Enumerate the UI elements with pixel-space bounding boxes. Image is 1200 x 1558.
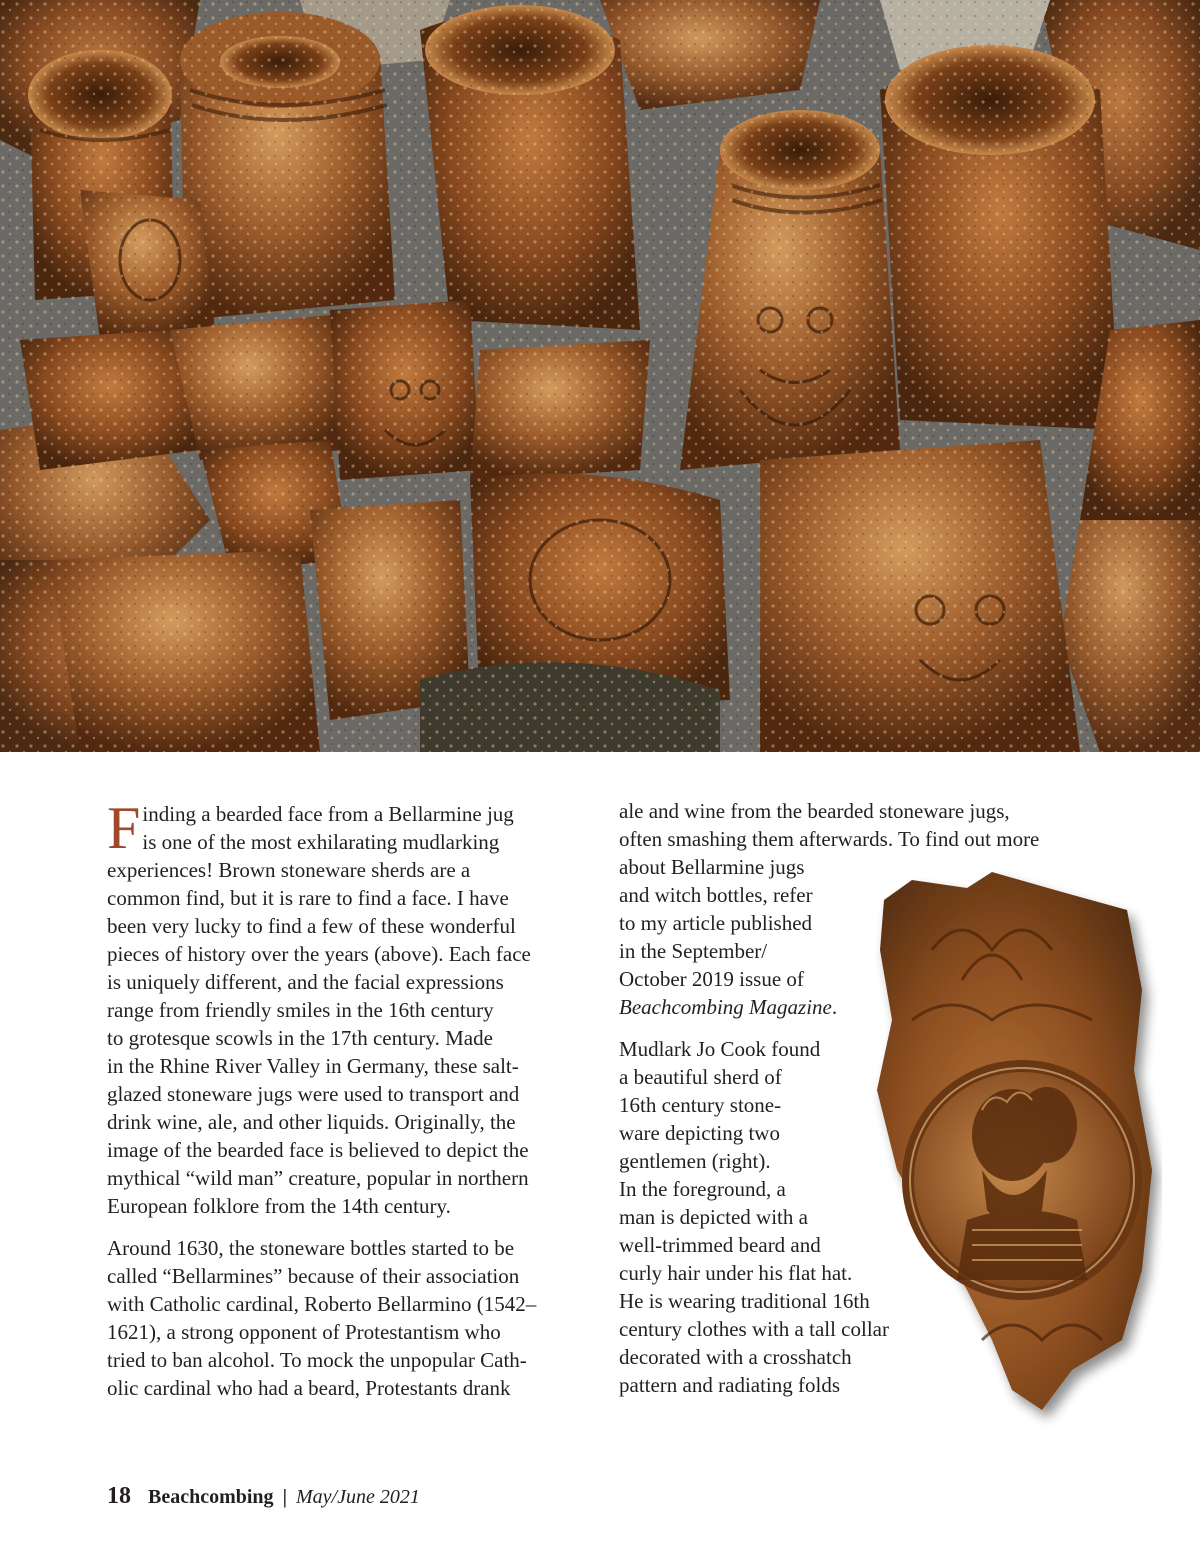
paragraph-intro: [107, 795, 585, 1220]
text-line: and witch bottles, refer: [619, 883, 813, 907]
text-line: a beautiful sherd of: [619, 1065, 782, 1089]
magazine-title: Beachcombing Magazine: [619, 995, 832, 1019]
footer-separator: |: [282, 1486, 287, 1508]
text-line: experiences! Brown stoneware sherds are a: [107, 858, 471, 882]
text-line: drink wine, ale, and other liquids. Originally, the: [107, 1110, 516, 1134]
text-line: to my article published: [619, 911, 813, 935]
text-line: gentlemen (right).: [619, 1149, 771, 1173]
text-line: in the September/: [619, 939, 768, 963]
text-line: European folklore from the 14th century.: [107, 1194, 451, 1218]
page-footer: [107, 1483, 420, 1510]
text-line: man is depicted with a: [619, 1205, 808, 1229]
text-line: pieces of history over the years (above). Each face: [107, 942, 531, 966]
text-line: 16th century stone-: [619, 1093, 782, 1117]
text-line: ware depicting two: [619, 1121, 780, 1145]
text-line: ale and wine from the bearded stoneware jugs,: [619, 799, 1010, 823]
text-line: 1621), a strong opponent of Protestantism who: [107, 1320, 501, 1344]
sherd-photo-two-gentlemen: [872, 870, 1162, 1430]
text-line: Mudlark Jo Cook found: [619, 1037, 821, 1061]
text-line: pattern and radiating folds: [619, 1373, 841, 1397]
sherd-illustration: [872, 870, 1162, 1430]
text-line: called “Bellarmines” because of their association: [107, 1264, 520, 1288]
text-line: He is wearing traditional 16th: [619, 1289, 870, 1313]
article-left-column: [107, 795, 585, 1416]
text-line: curly hair under his flat hat.: [619, 1261, 853, 1285]
text-line: is one of the most exhilarating mudlarking: [142, 830, 500, 854]
drop-cap: F: [107, 795, 141, 861]
text-line: In the foreground, a: [619, 1177, 786, 1201]
text-line: is uniquely different, and the facial expressions: [107, 970, 504, 994]
text-line: often smashing them afterwards. To find out more: [619, 827, 1040, 851]
footer-issue-date: May/June 2021: [295, 1486, 420, 1508]
text-line: tried to ban alcohol. To mock the unpopular Cath-: [107, 1348, 527, 1372]
text-line: common find, but it is rare to find a face. I have: [107, 886, 509, 910]
text-line: century clothes with a tall collar: [619, 1317, 889, 1341]
page-number: 18: [107, 1483, 131, 1509]
text-line: been very lucky to find a few of these wonderful: [107, 914, 516, 938]
text-line: in the Rhine River Valley in Germany, these salt-: [107, 1054, 519, 1078]
text-line: olic cardinal who had a beard, Protestants drank: [107, 1376, 511, 1400]
text-line: glazed stoneware jugs were used to transport and: [107, 1082, 520, 1106]
hero-photo-illustration: [0, 0, 1200, 752]
paragraph-bellarmines: [107, 1234, 585, 1402]
text-line: well-trimmed beard and: [619, 1233, 821, 1257]
text-line: range from friendly smiles in the 16th century: [107, 998, 494, 1022]
text-line: with Catholic cardinal, Roberto Bellarmino (1542–: [107, 1292, 537, 1316]
text-line: about Bellarmine jugs: [619, 855, 805, 879]
text-line: October 2019 issue of: [619, 967, 804, 991]
text-line: inding a bearded face from a Bellarmine jug: [142, 802, 514, 826]
hero-photo-bellarmine-sherds: [0, 0, 1200, 752]
text-line: Around 1630, the stoneware bottles started to be: [107, 1236, 515, 1260]
text-line: decorated with a crosshatch: [619, 1345, 852, 1369]
footer-magazine-name: Beachcombing: [148, 1486, 274, 1508]
text-line: to grotesque scowls in the 17th century. Made: [107, 1026, 493, 1050]
magazine-title-suffix: .: [831, 995, 838, 1019]
text-line: mythical “wild man” creature, popular in northern: [107, 1166, 529, 1190]
text-line: image of the bearded face is believed to depict the: [107, 1138, 529, 1162]
